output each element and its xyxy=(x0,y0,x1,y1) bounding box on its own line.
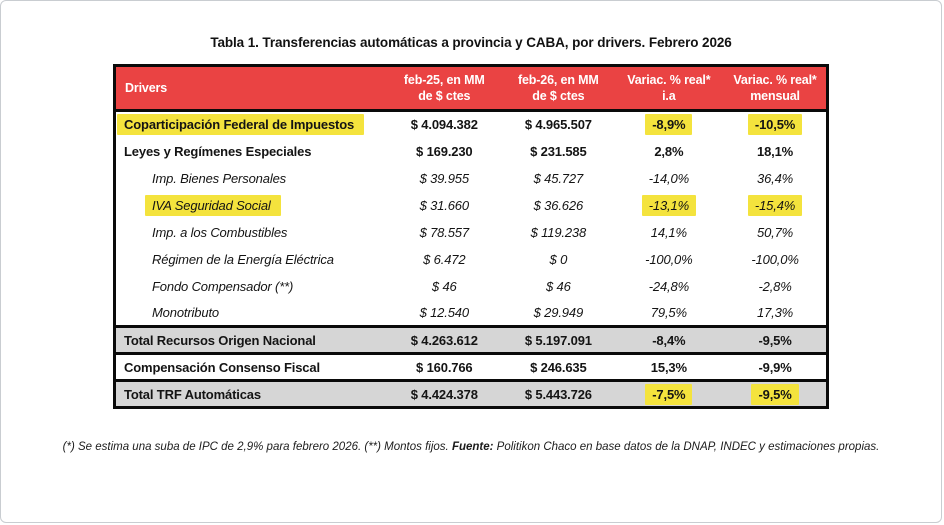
page-title: Tabla 1. Transferencias automáticas a provincia y CABA, por drivers. Febrero 2026 xyxy=(210,35,732,50)
value-variac-ia: -24,8% xyxy=(648,278,689,294)
driver-label: Imp. a los Combustibles xyxy=(152,224,288,240)
value-variac-ia: 14,1% xyxy=(650,224,687,240)
value-variac-mensual: -9,5% xyxy=(758,332,792,348)
driver-label: Total TRF Automáticas xyxy=(124,386,261,402)
column-header-label: de $ ctes xyxy=(418,89,471,103)
highlight: -7,5% xyxy=(645,384,692,405)
table-row-leyes xyxy=(115,138,828,165)
value-variac-mensual xyxy=(724,381,827,408)
value-variac-ia xyxy=(614,381,725,408)
column-header-variac-ia xyxy=(614,66,725,111)
highlight: IVA Seguridad Social xyxy=(145,195,281,216)
value-variac-mensual: 36,4% xyxy=(756,170,794,186)
value-feb25: $ 12.540 xyxy=(419,304,469,320)
value-feb26: $ 5.197.091 xyxy=(524,332,592,348)
column-header-label: de $ ctes xyxy=(532,89,585,103)
column-header-variac-mensual xyxy=(724,66,827,111)
value-variac-mensual: 17,3% xyxy=(756,304,794,320)
column-header-label: mensual xyxy=(750,89,800,103)
column-header-label: Drivers xyxy=(125,80,168,95)
table-row-bienes-personales xyxy=(115,165,828,192)
value-variac-ia: -14,0% xyxy=(648,170,689,186)
value-variac-mensual: -100,0% xyxy=(751,251,799,267)
column-header-label: i.a xyxy=(662,89,676,103)
value-feb25: $ 4.424.378 xyxy=(410,386,478,402)
driver-label: Monotributo xyxy=(152,304,219,320)
highlight: -8,9% xyxy=(645,114,692,135)
driver-label xyxy=(115,111,386,138)
driver-label: Total Recursos Origen Nacional xyxy=(124,332,316,348)
driver-label: Régimen de la Energía Eléctrica xyxy=(152,251,334,267)
value-feb25: $ 6.472 xyxy=(423,251,466,267)
table-header-row xyxy=(115,66,828,111)
value-feb25: $ 46 xyxy=(431,278,457,294)
driver-label xyxy=(115,192,386,219)
table-row-combustibles xyxy=(115,219,828,246)
value-variac-ia: 15,3% xyxy=(650,359,687,375)
value-feb25: $ 4.094.382 xyxy=(410,117,478,133)
value-feb26: $ 246.635 xyxy=(530,359,587,375)
value-variac-mensual: 18,1% xyxy=(756,143,794,159)
value-variac-ia xyxy=(614,111,725,138)
value-feb26: $ 29.949 xyxy=(533,304,584,320)
value-variac-ia xyxy=(614,192,725,219)
value-variac-ia: -100,0% xyxy=(645,251,693,267)
value-variac-ia: -8,4% xyxy=(652,332,686,348)
table-row-total-recursos xyxy=(115,327,828,354)
column-header-feb26 xyxy=(503,66,614,111)
value-variac-mensual: -9,9% xyxy=(758,359,792,375)
column-header-label: feb-25, en MM xyxy=(403,72,485,87)
driver-label: Fondo Compensador (**) xyxy=(152,278,294,294)
footnote-source-label: Fuente: xyxy=(451,441,494,453)
table-row-fondo-compensador xyxy=(115,273,828,300)
driver-label: Leyes y Regímenes Especiales xyxy=(124,143,312,159)
value-feb25: $ 4.263.612 xyxy=(410,332,478,348)
value-feb25: $ 169.230 xyxy=(416,143,473,159)
highlight: -13,1% xyxy=(642,195,696,216)
value-feb26: $ 0 xyxy=(549,251,568,267)
value-feb25: $ 160.766 xyxy=(416,359,473,375)
value-variac-ia: 2,8% xyxy=(654,143,684,159)
table-row-total-trf xyxy=(115,381,828,408)
table-row-coparticipacion xyxy=(115,111,828,138)
highlight: -9,5% xyxy=(751,384,798,405)
table-row-monotributo xyxy=(115,300,828,327)
value-feb26: $ 231.585 xyxy=(530,143,587,159)
highlight: Coparticipación Federal de Impuestos xyxy=(117,114,364,135)
column-header-label: feb-26, en MM xyxy=(517,72,599,87)
table-row-energia-electrica xyxy=(115,246,828,273)
value-variac-mensual: 50,7% xyxy=(756,224,794,240)
footnote-text: (*) Se estima una suba de IPC de 2,9% para febrero 2026. (**) Montos fijos. xyxy=(62,441,452,453)
value-variac-mensual: -2,8% xyxy=(758,278,792,294)
driver-label: Imp. Bienes Personales xyxy=(152,170,286,186)
footnote-source-text: Politikon Chaco en base datos de la DNAP, INDEC y estimaciones propias. xyxy=(493,441,880,453)
column-header-label: Variac. % real* xyxy=(627,72,711,87)
value-variac-mensual xyxy=(724,111,827,138)
table-row-iva-seguridad-social xyxy=(115,192,828,219)
column-header-drivers xyxy=(115,66,386,111)
table-row-compensacion xyxy=(115,354,828,381)
highlight: -10,5% xyxy=(748,114,802,135)
highlight: -15,4% xyxy=(748,195,802,216)
value-variac-mensual xyxy=(724,192,827,219)
transfers-table xyxy=(113,64,829,409)
value-feb26: $ 119.238 xyxy=(530,224,587,240)
footnote xyxy=(61,436,881,459)
value-feb25: $ 31.660 xyxy=(419,197,469,213)
column-header-label: Variac. % real* xyxy=(733,72,817,87)
column-header-feb25 xyxy=(385,66,503,111)
value-feb26: $ 4.965.507 xyxy=(524,117,592,133)
value-feb26: $ 45.727 xyxy=(533,170,584,186)
driver-label: Compensación Consenso Fiscal xyxy=(124,359,320,375)
value-feb26: $ 5.443.726 xyxy=(524,386,592,402)
value-feb26: $ 36.626 xyxy=(533,197,584,213)
value-variac-ia: 79,5% xyxy=(650,304,687,320)
value-feb25: $ 39.955 xyxy=(419,170,469,186)
value-feb26: $ 46 xyxy=(545,278,571,294)
value-feb25: $ 78.557 xyxy=(419,224,469,240)
